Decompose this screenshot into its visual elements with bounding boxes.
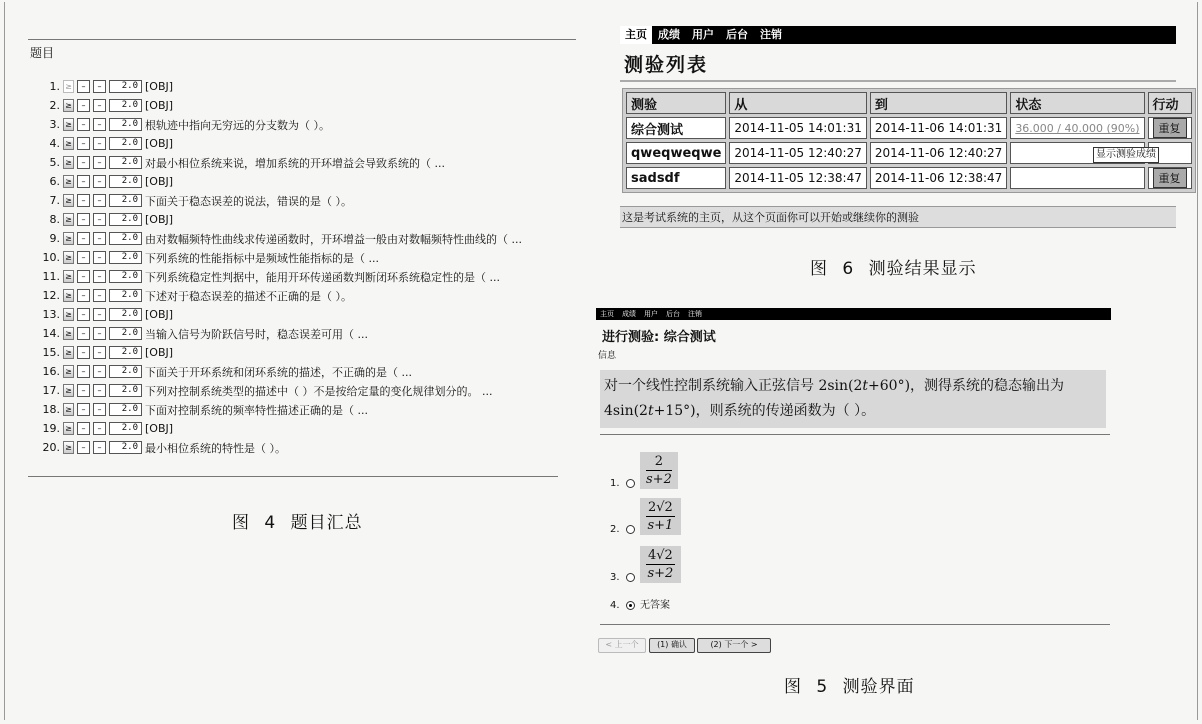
quiz-to: 2014-11-06 12:40:27 [870, 142, 1007, 164]
move-up-icon[interactable]: ≥ [63, 441, 74, 454]
score-field[interactable]: 2.0 [109, 289, 142, 302]
confirm-button[interactable]: (1) 确认 [649, 638, 695, 653]
score-field[interactable]: 2.0 [109, 118, 142, 131]
nav-users[interactable]: 用户 [644, 310, 658, 318]
list-item [30, 343, 570, 362]
answer-option[interactable] [610, 498, 681, 535]
question-text: [OBJ] [145, 422, 174, 435]
top-nav [596, 308, 1111, 320]
question-number: 2. [49, 99, 60, 112]
question-number: 14. [42, 327, 60, 340]
divider [620, 80, 1176, 82]
table-row [626, 117, 1192, 139]
page-title: 进行测验: 综合测试 [602, 330, 716, 345]
score-field[interactable]: 2.0 [109, 251, 142, 264]
delete-box-button[interactable]: – [93, 327, 106, 340]
option-number: 2. [610, 524, 620, 535]
delete-box-button[interactable]: – [93, 118, 106, 131]
nav-users[interactable]: 用户 [692, 28, 714, 41]
delete-box-button[interactable]: – [93, 137, 106, 150]
list-item [30, 286, 570, 305]
column-header-from: 从 [729, 92, 866, 114]
move-up-icon[interactable]: ≥ [63, 403, 74, 416]
question-text: 由对数幅频特性曲线求传递函数时，开环增益一般由对数幅频特性曲线的（ ... [145, 232, 522, 246]
delete-box-button[interactable]: – [93, 441, 106, 454]
question-text [600, 370, 1106, 428]
option-formula [640, 452, 678, 489]
delete-box-button[interactable]: – [93, 156, 106, 169]
option-formula [640, 498, 681, 535]
list-item [30, 229, 570, 248]
question-number: 11. [42, 270, 60, 283]
delete-box-button[interactable]: – [93, 99, 106, 112]
move-up-icon[interactable]: ≥ [63, 137, 74, 150]
question-line [604, 399, 1102, 424]
radio-button[interactable] [626, 601, 635, 610]
column-header-action: 行动 [1148, 92, 1192, 114]
table-header-row [626, 92, 1192, 114]
score-field[interactable]: 2.0 [109, 270, 142, 283]
question-fragment: t [647, 403, 654, 419]
denominator: s+2 [646, 472, 672, 487]
delete-box-button[interactable]: – [93, 384, 106, 397]
question-number: 19. [42, 422, 60, 435]
denominator: s+2 [647, 566, 674, 581]
quiz-name: sadsdf [626, 167, 726, 189]
quiz-name: qweqweqwe [626, 142, 726, 164]
edit-box-button[interactable]: – [77, 441, 90, 454]
quiz-list-screen [620, 26, 1181, 236]
question-text: [OBJ] [145, 175, 174, 188]
quiz-from: 2014-11-05 14:01:31 [729, 117, 866, 139]
question-text: 最小相位系统的特性是（ ）。 [145, 441, 286, 455]
delete-box-button[interactable]: – [93, 422, 106, 435]
move-up-icon[interactable]: ≥ [63, 118, 74, 131]
quiz-action-cell [1148, 167, 1192, 189]
question-text: [OBJ] [145, 80, 174, 93]
nav-grades[interactable]: 成绩 [658, 28, 680, 41]
divider [28, 476, 558, 477]
question-text: 下面关于稳态误差的说法，错误的是（ ）。 [145, 194, 352, 208]
question-text: [OBJ] [145, 308, 174, 321]
question-number: 4. [49, 137, 60, 150]
move-up-icon[interactable]: ≥ [63, 80, 74, 93]
prev-button[interactable]: < 上一个 [598, 638, 646, 653]
nav-home[interactable]: 主页 [620, 26, 652, 44]
question-number: 12. [42, 289, 60, 302]
edit-box-button[interactable]: – [77, 194, 90, 207]
score-field[interactable]: 2.0 [109, 365, 142, 378]
list-item [30, 438, 570, 457]
list-item [30, 305, 570, 324]
list-item [30, 172, 570, 191]
score-field[interactable]: 2.0 [109, 308, 142, 321]
edit-box-button[interactable]: – [77, 213, 90, 226]
score-field[interactable]: 2.0 [109, 441, 142, 454]
score-field[interactable]: 2.0 [109, 80, 142, 93]
score-field[interactable]: 2.0 [109, 175, 142, 188]
edit-box-button[interactable]: – [77, 118, 90, 131]
edit-box-button[interactable]: – [77, 308, 90, 321]
option-number: 4. [610, 600, 620, 611]
delete-box-button[interactable]: – [93, 289, 106, 302]
list-item [30, 115, 570, 134]
delete-box-button[interactable]: – [93, 308, 106, 321]
option-number: 3. [610, 572, 620, 583]
nav-admin[interactable]: 后台 [666, 310, 680, 318]
numerator: 2 [646, 454, 672, 471]
radio-button[interactable] [626, 525, 635, 534]
edit-box-button[interactable]: – [77, 422, 90, 435]
page-title: 测验列表 [624, 54, 709, 76]
info-label: 信息 [598, 351, 617, 361]
question-fragment: 4sin(2 [604, 403, 648, 419]
list-item [30, 362, 570, 381]
score-field[interactable]: 2.0 [109, 99, 142, 112]
score-field[interactable]: 2.0 [109, 194, 142, 207]
question-text: [OBJ] [145, 99, 174, 112]
question-number: 15. [42, 346, 60, 359]
delete-box-button[interactable]: – [93, 346, 106, 359]
score-field[interactable]: 2.0 [109, 137, 142, 150]
tooltip: 显示测验成绩 [1093, 147, 1159, 163]
footer-info: 这是考试系统的主页，从这个页面你可以开始或继续你的测验 [620, 206, 1176, 228]
answer-option[interactable] [610, 546, 681, 583]
column-header-to: 到 [870, 92, 1007, 114]
score-field[interactable]: 2.0 [109, 213, 142, 226]
question-list-title: 题目 [30, 46, 55, 60]
quiz-table [622, 88, 1196, 193]
numerator: 4√2 [648, 548, 673, 563]
delete-box-button[interactable]: – [93, 194, 106, 207]
figure-caption: 图 5 测验界面 [784, 677, 915, 697]
edit-box-button[interactable]: – [77, 270, 90, 283]
question-list [30, 77, 570, 457]
question-number: 17. [42, 384, 60, 397]
score-field[interactable]: 2.0 [109, 403, 142, 416]
question-text: 下列系统的性能指标中是频域性能指标的是（ ... [145, 251, 379, 265]
move-up-icon[interactable]: ≥ [63, 365, 74, 378]
edit-box-button[interactable]: – [77, 175, 90, 188]
move-up-icon[interactable]: ≥ [63, 422, 74, 435]
figure-caption: 图 4 题目汇总 [232, 513, 363, 533]
answer-option[interactable] [610, 452, 678, 489]
option-formula [640, 546, 681, 583]
delete-box-button[interactable]: – [93, 365, 106, 378]
edit-box-button[interactable]: – [77, 403, 90, 416]
question-text: [OBJ] [145, 213, 174, 226]
radio-button[interactable] [626, 479, 635, 488]
quiz-name: 综合测试 [626, 117, 726, 139]
list-item [30, 96, 570, 115]
question-number: 20. [42, 441, 60, 454]
delete-box-button[interactable]: – [93, 175, 106, 188]
question-number: 5. [49, 156, 60, 169]
list-item [30, 248, 570, 267]
score-field[interactable]: 2.0 [109, 422, 142, 435]
edit-box-button[interactable]: – [77, 137, 90, 150]
column-header-quiz: 测验 [626, 92, 726, 114]
list-item [30, 134, 570, 153]
question-fragment: 对一个线性控制系统输入正弦信号 2sin(2 [604, 378, 863, 394]
edit-box-button[interactable]: – [77, 327, 90, 340]
question-number: 7. [49, 194, 60, 207]
question-text: 当输入信号为阶跃信号时，稳态误差可用（ ... [145, 327, 368, 341]
quiz-from: 2014-11-05 12:40:27 [729, 142, 866, 164]
move-up-icon[interactable]: ≥ [63, 156, 74, 169]
edit-box-button[interactable]: – [77, 80, 90, 93]
edit-box-button[interactable]: – [77, 232, 90, 245]
move-up-icon[interactable]: ≥ [63, 213, 74, 226]
move-up-icon[interactable]: ≥ [63, 270, 74, 283]
question-text: 根轨迹中指向无穷远的分支数为（ ）。 [145, 118, 330, 132]
delete-box-button[interactable]: – [93, 213, 106, 226]
quiz-to: 2014-11-06 12:38:47 [870, 167, 1007, 189]
list-item [30, 153, 570, 172]
edit-box-button[interactable]: – [77, 384, 90, 397]
move-up-icon[interactable]: ≥ [63, 194, 74, 207]
score-field[interactable]: 2.0 [109, 232, 142, 245]
question-number: 3. [49, 118, 60, 131]
question-text: 对最小相位系统来说，增加系统的开环增益会导致系统的（ ... [145, 156, 445, 170]
list-item [30, 419, 570, 438]
delete-box-button[interactable]: – [93, 232, 106, 245]
edit-box-button[interactable]: – [77, 289, 90, 302]
divider [600, 434, 1110, 435]
list-item [30, 267, 570, 286]
edit-box-button[interactable]: – [77, 99, 90, 112]
question-fragment: t [862, 378, 869, 394]
list-item [30, 400, 570, 419]
question-number: 1. [49, 80, 60, 93]
list-item [30, 381, 570, 400]
quiz-from: 2014-11-05 12:38:47 [729, 167, 866, 189]
score-field[interactable]: 2.0 [109, 384, 142, 397]
score-field[interactable]: 2.0 [109, 327, 142, 340]
question-text: 下面关于开环系统和闭环系统的描述，不正确的是（ ... [145, 365, 412, 379]
divider [600, 624, 1110, 625]
edit-box-button[interactable]: – [77, 251, 90, 264]
question-text: 下面对控制系统的频率特性描述正确的是（ ... [145, 403, 368, 417]
nav-home[interactable]: 主页 [600, 310, 614, 318]
divider [28, 39, 576, 40]
score-field[interactable]: 2.0 [109, 156, 142, 169]
delete-box-button[interactable]: – [93, 251, 106, 264]
column-header-status: 状态 [1010, 92, 1144, 114]
question-number: 10. [42, 251, 60, 264]
question-text: [OBJ] [145, 346, 174, 359]
move-up-icon[interactable]: ≥ [63, 232, 74, 245]
question-text: 下述对于稳态误差的描述不正确的是（ ）。 [145, 289, 352, 303]
move-up-icon[interactable]: ≥ [63, 289, 74, 302]
question-text: 下列系统稳定性判据中，能用开环传递函数判断闭环系统稳定性的是（ ... [145, 270, 500, 284]
score-field[interactable]: 2.0 [109, 346, 142, 359]
list-item [30, 210, 570, 229]
nav-logout[interactable]: 注销 [688, 310, 702, 318]
question-line [604, 374, 1102, 399]
figure-caption: 图 6 测验结果显示 [810, 259, 977, 279]
option-label: 无答案 [640, 600, 670, 611]
question-number: 9. [49, 232, 60, 245]
move-up-icon[interactable]: ≥ [63, 175, 74, 188]
question-text: [OBJ] [145, 137, 174, 150]
quiz-status-cell [1010, 167, 1144, 189]
nav-admin[interactable]: 后台 [726, 28, 748, 41]
quiz-action-cell [1148, 117, 1192, 139]
delete-box-button[interactable]: – [93, 270, 106, 283]
edit-box-button[interactable]: – [77, 365, 90, 378]
list-item [30, 324, 570, 343]
next-button[interactable]: (2) 下一个 > [697, 638, 771, 653]
move-up-icon[interactable]: ≥ [63, 251, 74, 264]
delete-box-button[interactable]: – [93, 80, 106, 93]
nav-grades[interactable]: 成绩 [622, 310, 636, 318]
question-number: 6. [49, 175, 60, 188]
quiz-score-link[interactable]: 36.000 / 40.000 (90%) [1015, 122, 1140, 135]
nav-logout[interactable]: 注销 [760, 28, 782, 41]
top-nav [620, 26, 1176, 44]
redo-button[interactable]: 重复 [1153, 168, 1187, 188]
radio-button[interactable] [626, 573, 635, 582]
move-up-icon[interactable]: ≥ [63, 99, 74, 112]
take-quiz-screen [596, 308, 1112, 658]
question-number: 13. [42, 308, 60, 321]
question-number: 8. [49, 213, 60, 226]
move-up-icon[interactable]: ≥ [63, 384, 74, 397]
question-number: 16. [42, 365, 60, 378]
edit-box-button[interactable]: – [77, 346, 90, 359]
redo-button[interactable]: 重复 [1153, 118, 1187, 138]
answer-option[interactable] [610, 596, 670, 611]
denominator: s+1 [647, 518, 674, 533]
quiz-status-cell [1010, 117, 1144, 139]
numerator: 2√2 [648, 500, 673, 515]
list-item [30, 77, 570, 96]
quiz-to: 2014-11-06 14:01:31 [870, 117, 1007, 139]
table-row [626, 167, 1192, 189]
edit-box-button[interactable]: – [77, 156, 90, 169]
move-up-icon[interactable]: ≥ [63, 327, 74, 340]
move-up-icon[interactable]: ≥ [63, 346, 74, 359]
move-up-icon[interactable]: ≥ [63, 308, 74, 321]
question-fragment: +60°)，测得系统的稳态输出为 [868, 378, 1065, 394]
question-fragment: +15°)，则系统的传递函数为（ ）。 [653, 403, 876, 419]
delete-box-button[interactable]: – [93, 403, 106, 416]
question-text: 下列对控制系统类型的描述中（ ）不是按给定量的变化规律划分的。 ... [145, 384, 493, 398]
question-number: 18. [42, 403, 60, 416]
list-item [30, 191, 570, 210]
option-number: 1. [610, 478, 620, 489]
